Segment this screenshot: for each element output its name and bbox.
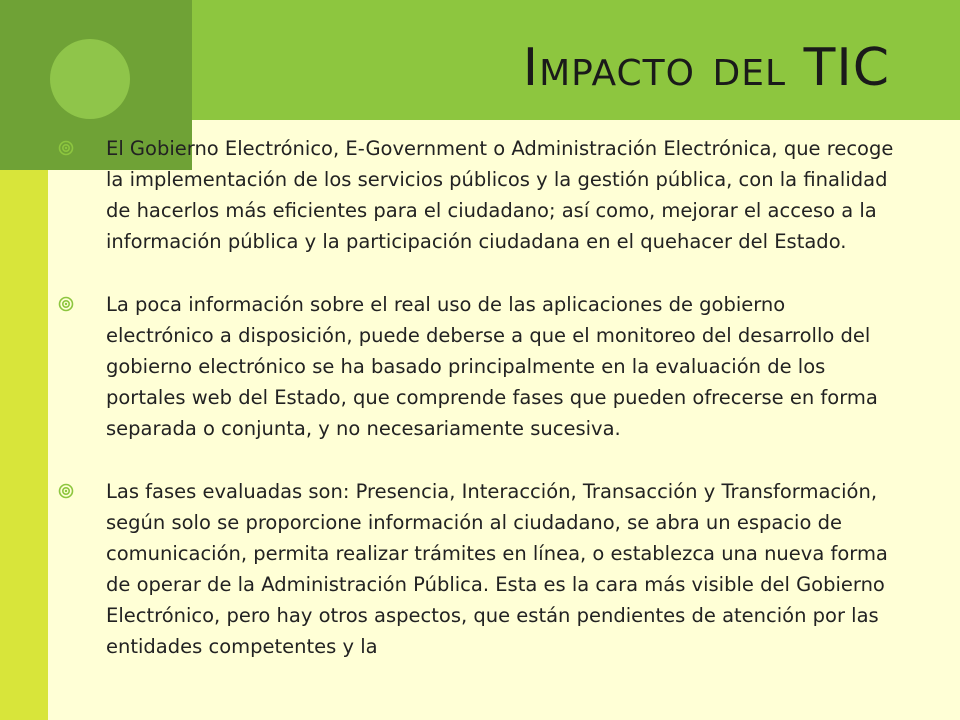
target-bullet-icon [58, 483, 74, 499]
slide-title: Impacto del TIC [522, 38, 890, 98]
target-bullet-icon [58, 296, 74, 312]
bullet-text-2: La poca información sobre el real uso de las aplicaciones de gobierno electrónico a disposición, puede deberse a que el monitoreo del desarrollo del gobierno electrónico se ha basado principalmente en la evaluación de los portales web del Estado, que comprende fases que pueden ofrecerse en forma separada o conjunta, y no necesariamente sucesiva. [106, 293, 878, 440]
bullet-text-3: Las fases evaluadas son: Presencia, Interacción, Transacción y Transformación, según solo se proporcione información al ciudadano, se abra un espacio de comunicación, permita realizar trámites en línea, o establezca una nueva forma de operar de la Administración Pública. Esta es la cara más visible del Gobierno Electrónico, pero hay otros aspectos, que están pendientes de atención por las entidades competentes y la [106, 480, 888, 658]
target-bullet-icon [58, 140, 74, 156]
corner-accent-circle [50, 39, 130, 119]
left-accent-band [0, 120, 48, 720]
bullet-item-1 [58, 133, 898, 257]
bullet-item-3 [58, 476, 898, 662]
bullet-list [58, 133, 898, 694]
bullet-text-1: El Gobierno Electrónico, E-Government o Administración Electrónica, que recoge la implementación de los servicios públicos y la gestión pública, con la finalidad de hacerlos más eficientes para el ciudadano; así como, mejorar el acceso a la información pública y la participación ciudadana en el quehacer del Estado. [106, 137, 894, 253]
bullet-item-2 [58, 289, 898, 444]
